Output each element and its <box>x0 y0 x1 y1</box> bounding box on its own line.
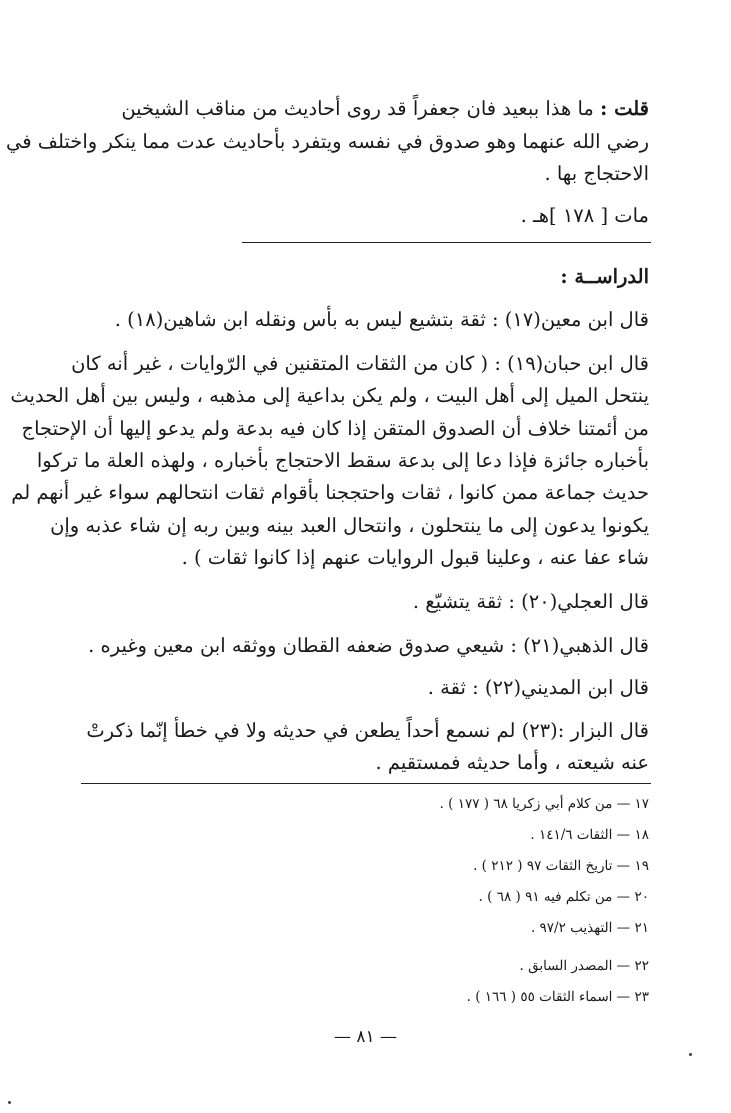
page-number: — ٨١ — <box>333 1027 398 1047</box>
footnote-23: ٢٣ — اسماء الثقات ٥٥ ( ١٦٦ ) . <box>466 989 649 1005</box>
footnote-21: ٢١ — التهذيب ٩٧/٢ . <box>530 920 649 936</box>
ibn-hibban-line-6: يكونوا يدعون إلى ما ينتحلون ، وانتحال العبد بينه وبين ربه إن شاء عذبه وإن <box>50 514 649 537</box>
scan-speck <box>8 1101 11 1104</box>
death-year: مات [ ١٧٨ ]هـ . <box>520 204 649 227</box>
study-heading: الدراســة : <box>560 265 649 288</box>
footnote-19: ١٩ — تاريخ الثقات ٩٧ ( ٢١٢ ) . <box>473 858 649 874</box>
qult-line-1 <box>79 94 649 124</box>
bazzar-line-1: قال البزار :(٢٣) لم نسمع أحداً يطعن في حديثه ولا في خطأ إنّما ذكرتْ <box>86 719 649 742</box>
footnote-17: ١٧ — من كلام أبي زكريا ٦٨ ( ١٧٧ ) . <box>439 796 649 812</box>
ibn-maeen-line: قال ابن معين(١٧) : ثقة بتشيع ليس به بأس ونقله ابن شاهين(١٨) . <box>114 308 649 331</box>
ibn-hibban-line-3: من أئمتنا خلاف أن الصدوق المتقن إذا كان فيه بدعة ولم يدعو إليها أن الإحتجاج <box>21 417 649 440</box>
qult-line-3: الاحتجاج بها . <box>544 162 649 185</box>
qult-label: قلت : <box>600 97 649 120</box>
ibn-hibban-line-5: حديث جماعة ممن كانوا ، ثقات واحتججنا بأقوام ثقات انتحالهم سواء غير أنهم لم <box>11 481 649 504</box>
qult-line-2: رضي الله عنهما وهو صدوق في نفسه ويتفرد بأحاديث عدت مما ينكر واختلف في <box>5 130 649 153</box>
madini-line: قال ابن المديني(٢٢) : ثقة . <box>427 676 649 699</box>
dhahabi-line: قال الذهبي(٢١) : شيعي صدوق ضعفه القطان ووثقه ابن معين وغيره . <box>88 634 649 657</box>
footnote-22: ٢٢ — المصدر السابق . <box>519 958 649 974</box>
ibn-hibban-line-7: شاء عفا عنه ، وعلينا قبول الروايات عنهم إذا كانوا ثقات ) . <box>181 546 649 569</box>
footnote-20: ٢٠ — من تكلم فيه ٩١ ( ٦٨ ) . <box>478 889 649 905</box>
footnote-divider <box>81 783 651 784</box>
qult-text-1: ما هذا ببعيد فان جعفراً قد روى أحاديث من مناقب الشيخين <box>121 97 594 120</box>
footnote-18: ١٨ — الثقات ١٤١/٦ . <box>530 827 649 843</box>
bazzar-line-2: عنه شيعته ، وأما حديثه فمستقيم . <box>375 751 649 774</box>
ibn-hibban-line-2: ينتحل الميل إلى أهل البيت ، ولم يكن بداعية إلى مذهبه ، وليس بين أهل الحديث <box>10 384 649 407</box>
ijli-line: قال العجلي(٢٠) : ثقة يتشيّع . <box>412 590 649 613</box>
ibn-hibban-line-1: قال ابن حبان(١٩) : ( كان من الثقات المتقنين في الرّوايات ، غير أنه كان <box>71 352 649 375</box>
divider-top <box>242 242 651 243</box>
scan-speck <box>689 1053 692 1056</box>
ibn-hibban-line-4: بأخباره جائزة فإذا دعا إلى بدعة سقط الاحتجاج بأخباره ، ولهذه العلة ما تركوا <box>36 449 649 472</box>
